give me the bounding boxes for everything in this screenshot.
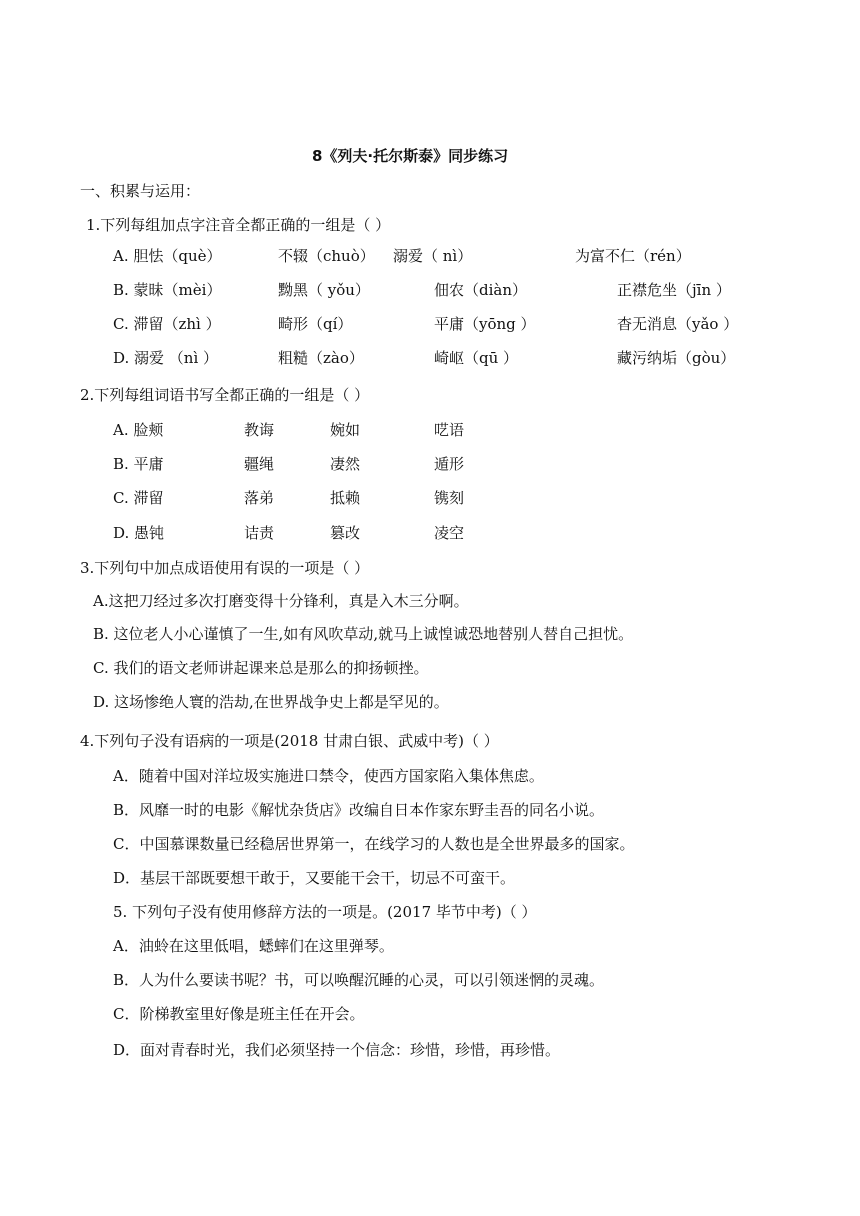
q2-a-col2: 教诲 xyxy=(244,421,275,439)
q1-a-col4: 为富不仁（rén） xyxy=(575,247,691,265)
q3-option-a: A.这把刀经过多次打磨变得十分锋利，真是入木三分啊。 xyxy=(93,592,469,610)
q1-c-col1: C. 滞留（zhì ） xyxy=(113,315,221,333)
q1-b-col4: 正襟危坐（jīn ） xyxy=(617,281,731,299)
document-title: 8《列夫·托尔斯泰》同步练习 xyxy=(312,147,509,165)
q3-option-c: C. 我们的语文老师讲起课来总是那么的抑扬顿挫。 xyxy=(93,659,429,677)
q4-option-d: D．基层干部既要想干敢于，又要能干会干，切忌不可蛮干。 xyxy=(113,869,516,887)
q2-c-col4: 镌刻 xyxy=(434,489,465,507)
q5-option-c: C．阶梯教室里好像是班主任在开会。 xyxy=(113,1005,365,1023)
q1-d-col2: 粗糙（zào） xyxy=(278,349,364,367)
q1-a-col1: A. 胆怯（què） xyxy=(113,247,222,265)
q1-b-col3: 佃农（diàn） xyxy=(434,281,528,299)
q1-c-col4: 杳无消息（yǎo ） xyxy=(617,315,739,333)
q2-c-col3: 抵赖 xyxy=(330,489,361,507)
q2-d-col4: 凌空 xyxy=(434,524,465,542)
q1-c-col2: 畸形（qí） xyxy=(278,315,353,333)
q1-a-col3: 溺爱（ nì） xyxy=(393,247,473,265)
q1-d-col3: 崎岖（qū ） xyxy=(434,349,519,367)
q2-a-col1: A. 脸颊 xyxy=(113,421,164,439)
q3-option-d: D. 这场惨绝人寰的浩劫,在世界战争史上都是罕见的。 xyxy=(93,693,449,711)
q2-a-col3: 婉如 xyxy=(330,421,361,439)
q4-option-a: A．随着中国对洋垃圾实施进口禁令，使西方国家陷入集体焦虑。 xyxy=(113,767,544,785)
q1-b-col2: 黝黑（ yǒu） xyxy=(278,281,370,299)
q5-option-b: B．人为什么要读书呢？书，可以唤醒沉睡的心灵，可以引领迷惘的灵魂。 xyxy=(113,971,605,989)
q5-option-a: A．油蛉在这里低唱，蟋蟀们在这里弹琴。 xyxy=(113,937,394,955)
q2-d-col2: 诘责 xyxy=(244,524,275,542)
question-3-stem: 3.下列句中加点成语使用有误的一项是（ ） xyxy=(80,559,370,577)
q1-b-col1: B. 蒙昧（mèi） xyxy=(113,281,222,299)
q1-a-col2: 不辍（chuò） xyxy=(278,247,375,265)
q1-d-col1: D. 溺爱 （nì ） xyxy=(113,349,219,367)
question-4-stem: 4.下列句子没有语病的一项是(2018 甘肃白银、武威中考)（ ） xyxy=(80,732,499,750)
question-2-stem: 2.下列每组词语书写全都正确的一组是（ ） xyxy=(80,386,370,404)
question-5-stem: 5. 下列句子没有使用修辞方法的一项是。(2017 毕节中考)（ ） xyxy=(113,903,537,921)
q2-c-col2: 落弟 xyxy=(244,489,275,507)
section-heading: 一、积累与运用： xyxy=(80,182,201,200)
question-1-stem: 1.下列每组加点字注音全都正确的一组是（ ） xyxy=(86,216,391,234)
q1-d-col4: 藏污纳垢（gòu） xyxy=(617,349,736,367)
q2-c-col1: C. 滞留 xyxy=(113,489,164,507)
q4-option-b: B．风靡一时的电影《解忧杂货店》改编自日本作家东野圭吾的同名小说。 xyxy=(113,801,605,819)
q5-option-d: D．面对青春时光，我们必须坚持一个信念：珍惜，珍惜，再珍惜。 xyxy=(113,1041,561,1059)
q2-b-col3: 凄然 xyxy=(330,455,361,473)
q2-a-col4: 呓语 xyxy=(434,421,465,439)
q2-d-col1: D. 愚钝 xyxy=(113,524,165,542)
q2-b-col4: 遁形 xyxy=(434,455,465,473)
q4-option-c: C．中国慕课数量已经稳居世界第一，在线学习的人数也是全世界最多的国家。 xyxy=(113,835,635,853)
q2-b-col1: B. 平庸 xyxy=(113,455,164,473)
q1-c-col3: 平庸（yōng ） xyxy=(434,315,536,333)
q2-d-col3: 篡改 xyxy=(330,524,361,542)
q3-option-b: B. 这位老人小心谨慎了一生,如有风吹草动,就马上诚惶诚恐地替别人替自己担忧。 xyxy=(93,625,634,643)
q2-b-col2: 疆绳 xyxy=(244,455,275,473)
